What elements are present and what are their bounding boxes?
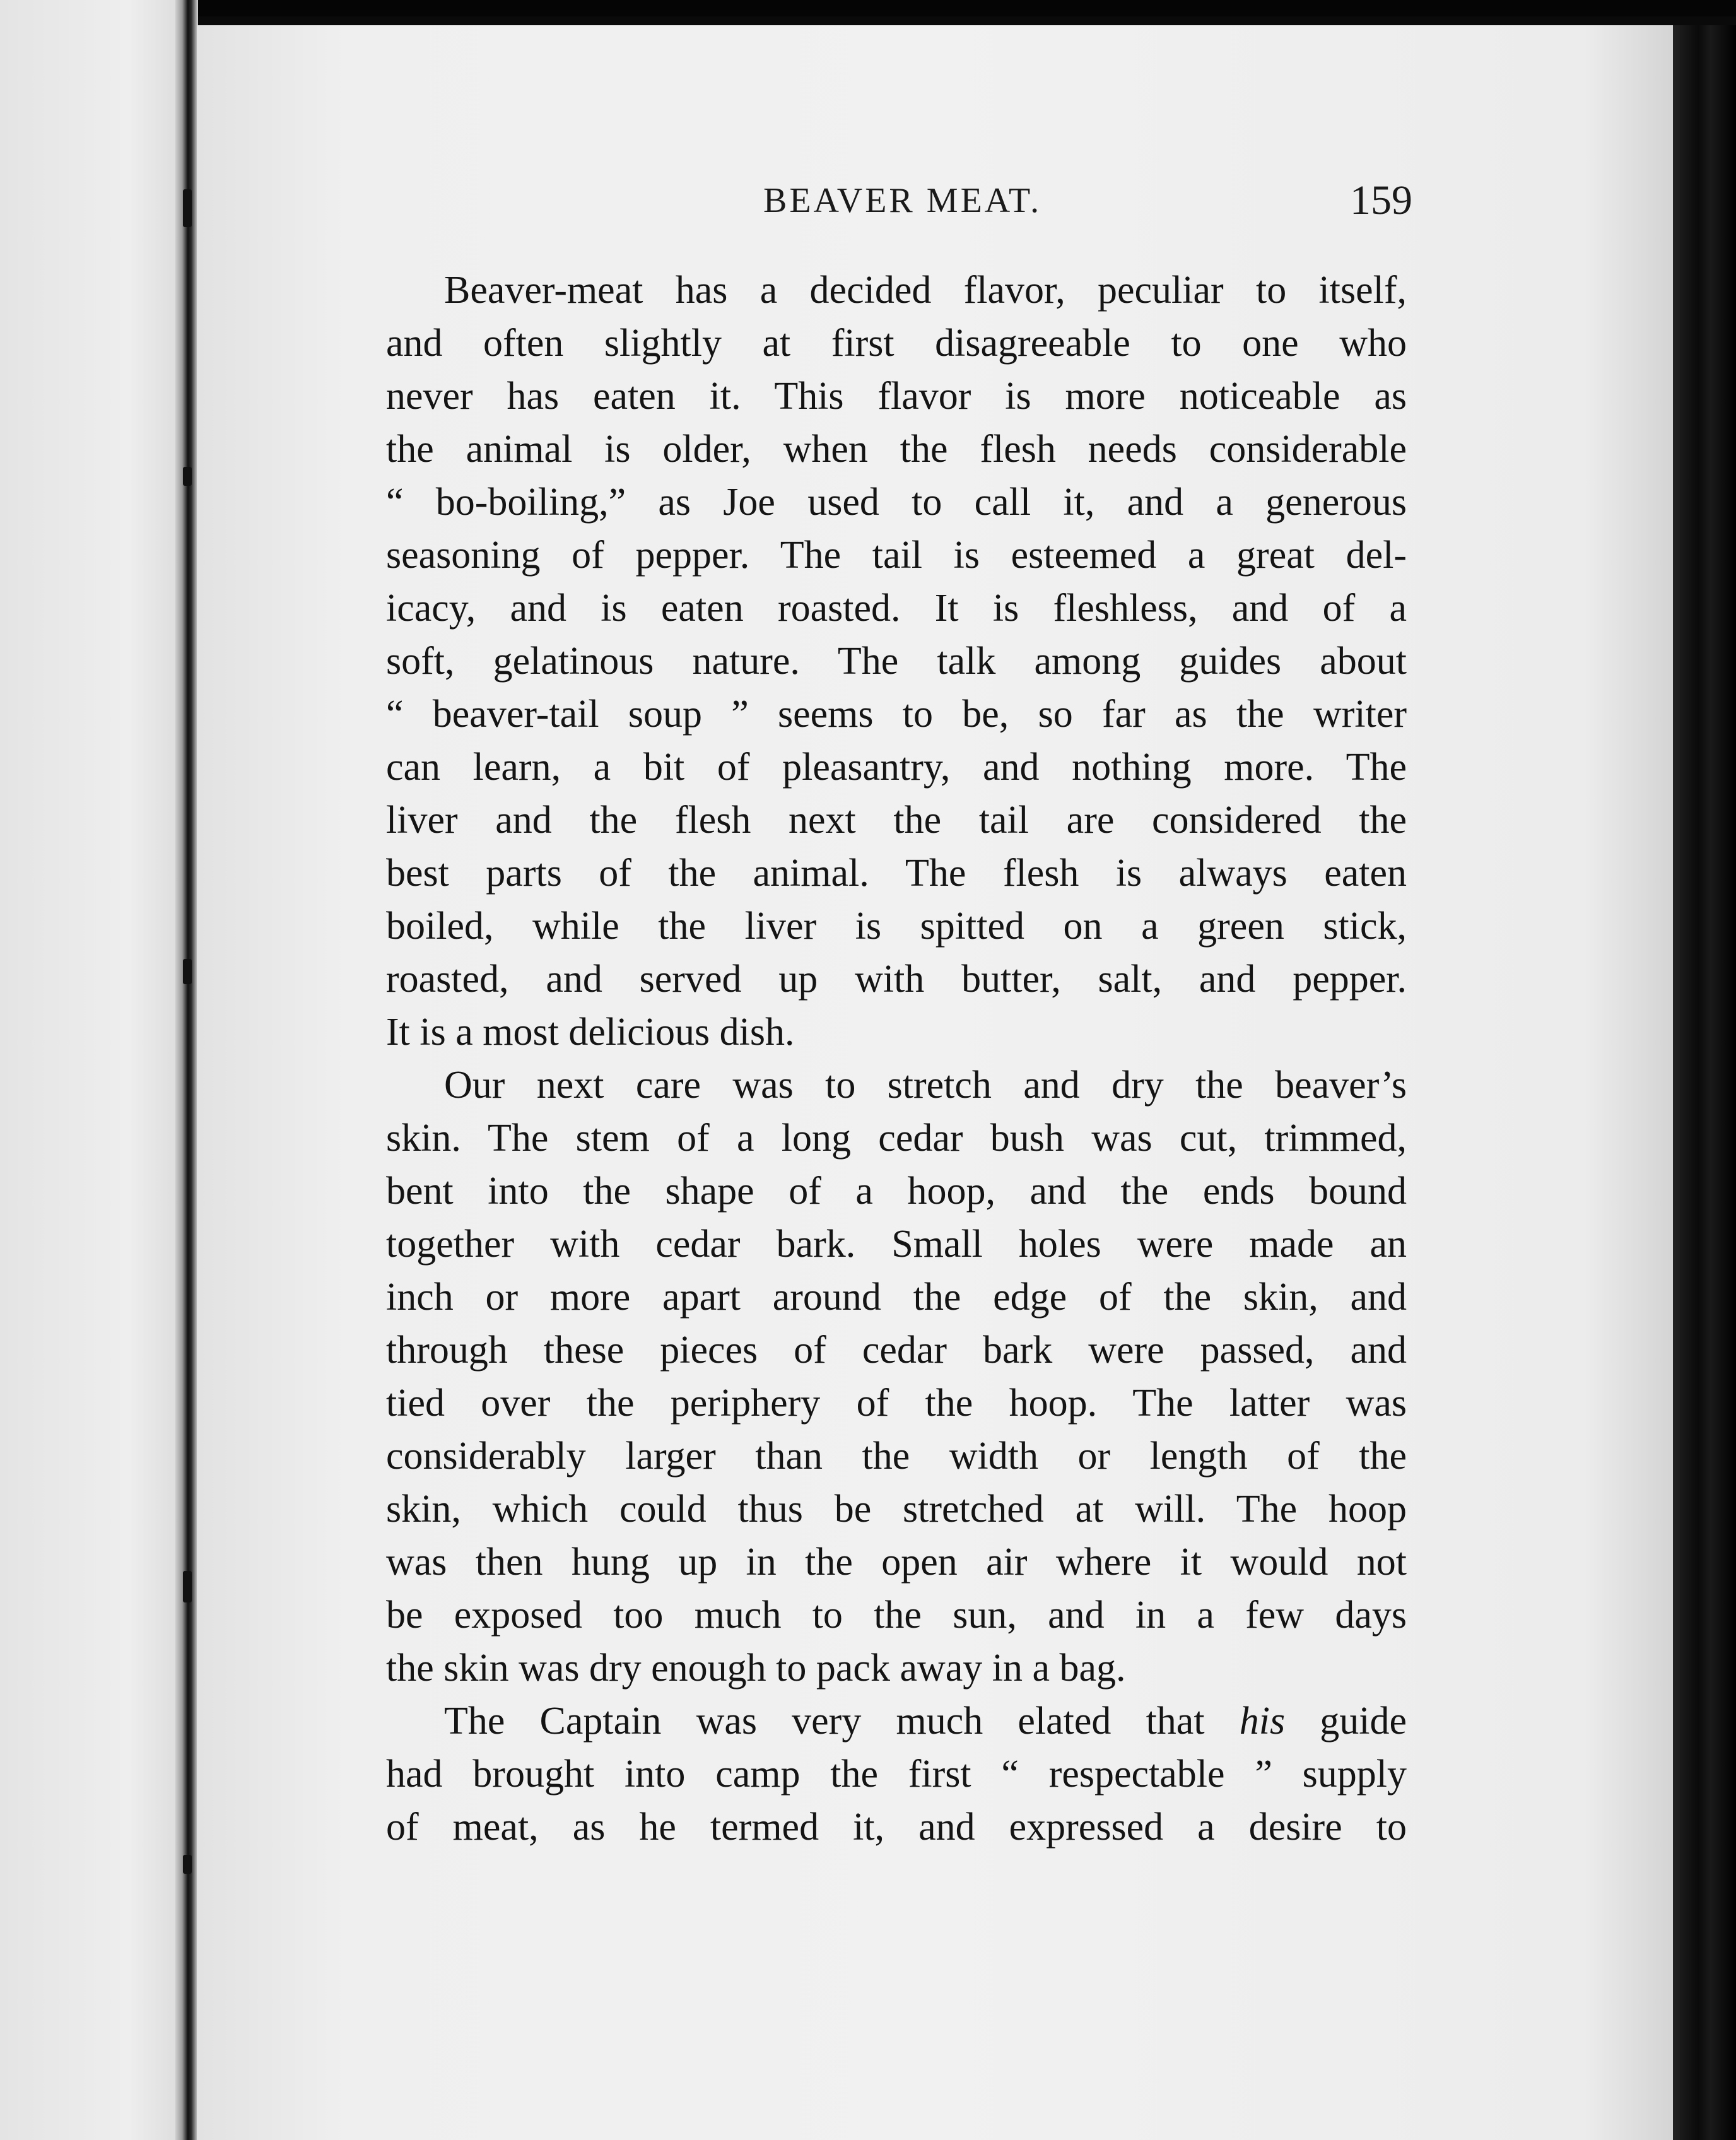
text-line: tied over the periphery of the hoop. The latter was bbox=[386, 1382, 1407, 1425]
paragraph bbox=[386, 1695, 1407, 1854]
text-line: never has eaten it. This flavor is more noticeable as bbox=[386, 375, 1407, 418]
text-line bbox=[386, 1695, 1407, 1748]
text-line: considerably larger than the width or length of the bbox=[386, 1435, 1407, 1478]
binding-stitch bbox=[183, 467, 192, 486]
book-spine-gutter bbox=[175, 0, 198, 2140]
text-line: through these pieces of cedar bark were passed, and bbox=[386, 1329, 1407, 1372]
text-line: had brought into camp the first “ respectable ” supply bbox=[386, 1753, 1407, 1796]
text-line: icacy, and is eaten roasted. It is fleshless, and of a bbox=[386, 587, 1407, 630]
text-line: liver and the flesh next the tail are considered the bbox=[386, 799, 1407, 842]
text-line: was then hung up in the open air where it would not bbox=[386, 1541, 1407, 1584]
text-line: skin. The stem of a long cedar bush was cut, trimmed, bbox=[386, 1117, 1407, 1160]
text-line: bent into the shape of a hoop, and the ends bound bbox=[386, 1170, 1407, 1213]
text-line: can learn, a bit of pleasantry, and nothing more. The bbox=[386, 746, 1407, 789]
facing-page-margin bbox=[0, 0, 183, 2140]
text-line: Beaver-meat has a decided flavor, peculiar to itself, bbox=[444, 269, 1407, 312]
binding-stitch bbox=[183, 1571, 192, 1602]
scan-top-border bbox=[0, 0, 1736, 16]
text-segment: guide bbox=[1320, 1700, 1407, 1743]
text-line: best parts of the animal. The flesh is always eaten bbox=[386, 852, 1407, 895]
text-line: of meat, as he termed it, and expressed a desire to bbox=[386, 1806, 1407, 1849]
text-line: the skin was dry enough to pack away in a bag. bbox=[386, 1647, 1126, 1690]
text-line: be exposed too much to the sun, and in a few days bbox=[386, 1594, 1407, 1637]
paragraph bbox=[386, 1059, 1407, 1695]
text-line: skin, which could thus be stretched at will. The hoop bbox=[386, 1488, 1407, 1531]
text-line: Our next care was to stretch and dry the beaver’s bbox=[444, 1064, 1407, 1107]
text-segment: The Captain was very much elated that bbox=[444, 1700, 1205, 1743]
italic-emphasis: his bbox=[1239, 1700, 1286, 1743]
page-edge-shadow bbox=[1673, 25, 1736, 2140]
text-line: seasoning of pepper. The tail is esteemed a great del- bbox=[386, 534, 1407, 577]
text-line: together with cedar bark. Small holes were made an bbox=[386, 1223, 1407, 1266]
text-line: the animal is older, when the flesh needs considerable bbox=[386, 428, 1407, 471]
binding-stitch bbox=[183, 189, 192, 227]
page-number: 159 bbox=[1350, 177, 1412, 223]
body-text bbox=[386, 264, 1407, 1854]
binding-stitch bbox=[183, 1855, 192, 1874]
running-head: BEAVER MEAT. bbox=[763, 181, 1042, 220]
text-line: roasted, and served up with butter, salt, and pepper. bbox=[386, 958, 1407, 1001]
text-line: and often slightly at first disagreeable to one who bbox=[386, 322, 1407, 365]
paragraph bbox=[386, 264, 1407, 1059]
binding-stitch bbox=[183, 959, 192, 984]
text-line: soft, gelatinous nature. The talk among guides about bbox=[386, 640, 1407, 683]
text-line: It is a most delicious dish. bbox=[386, 1011, 795, 1054]
text-line: “ beaver-tail soup ” seems to be, so far as the writer bbox=[386, 693, 1407, 736]
text-line: boiled, while the liver is spitted on a green stick, bbox=[386, 905, 1407, 948]
text-line: “ bo-boiling,” as Joe used to call it, and a generous bbox=[386, 481, 1407, 524]
text-line: inch or more apart around the edge of the skin, and bbox=[386, 1276, 1407, 1319]
